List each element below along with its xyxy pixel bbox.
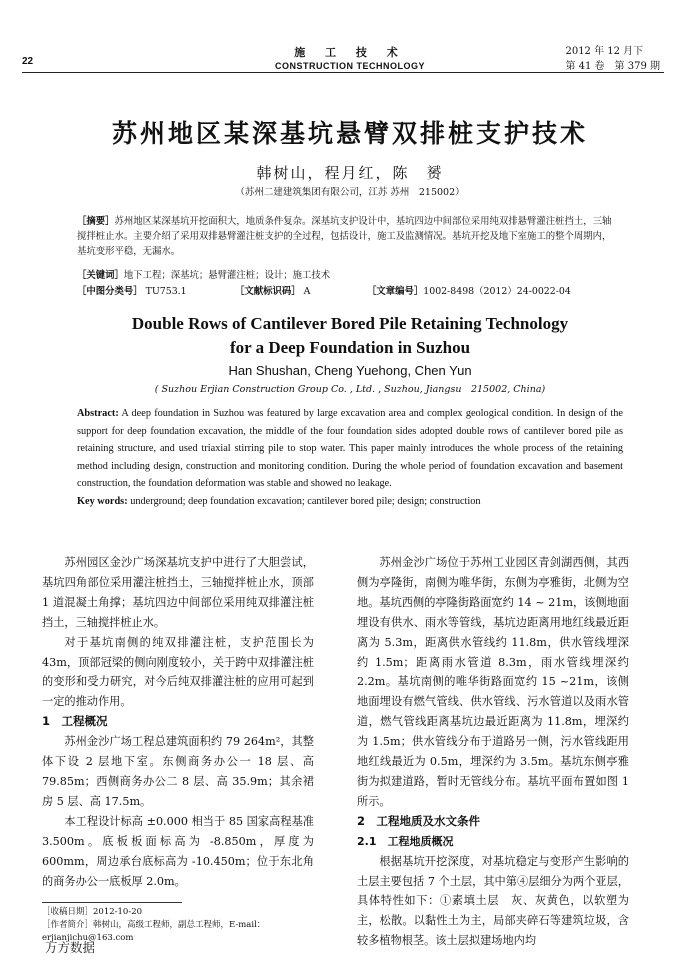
journal-name-en: CONSTRUCTION TECHNOLOGY	[275, 61, 425, 71]
affiliation-en: ( Suzhou Erjian Construction Group Co. , Ltd. , Suzhou, Jiangsu 215002, China)	[154, 384, 546, 395]
article-number-label: ［文章编号］	[367, 286, 424, 297]
paragraph: 苏州金沙广场位于苏州工业园区青剑湖西侧，其西侧为亭隆街，南侧为唯华街，东侧为亭雅街，北侧为空地。基坑西侧的亭隆街路面宽约 14 ~ 21m，该侧地面埋设有供水、雨水等管线，基坑边距离用地红线最近距离为 5.3m，距离供水管线约 11.8m，供水管线埋深约 1.5m；距离雨水管道 8.3m，雨水管线埋深约 2.2m。基坑南侧的唯华街路面宽约 15 ~21m，该侧地面埋设有燃气管线、供水管线、污水管道以及雨水管道，燃气管线距离基坑边最近距离为 11.8m，埋深约为 1.5m；供水管线分布于道路另一侧，污水管线距用地红线最近为 0.5m，埋深约为 3.5m。基坑东侧亭雅街为拟建道路，暂时无管线分布。基坑平面布置如图 1 所示。	[357, 556, 629, 808]
affiliation-cn: （苏州二建建筑集团有限公司，江苏 苏州 215002）	[235, 187, 465, 198]
title-en	[0, 312, 700, 360]
paragraph: 苏州园区金沙广场深基坑支护中进行了大胆尝试，基坑四角部位采用灌注桩挡土，三轴搅拌桩止水，顶部 1 道混凝土角撑；基坑四边中间部位采用纯双排灌注桩挡土，三轴搅拌桩止水。	[42, 556, 314, 629]
clc-value: TU753.1	[145, 286, 187, 297]
section-heading-2: 2 工程地质及水文条件	[357, 813, 481, 828]
authors-en: Han Shushan, Cheng Yuehong, Chen Yun	[228, 363, 472, 378]
body-left-column	[42, 553, 314, 891]
journal-name-cn: 施 工 技 术	[294, 46, 406, 59]
subsection-heading-2-1: 2.1 工程地质概况	[357, 834, 454, 848]
abstract-cn	[77, 214, 617, 259]
volume-issue: 第 41 卷 第 379 期	[565, 61, 660, 72]
title-en-line1: Double Rows of Cantilever Bored Pile Retaining Technology	[131, 314, 569, 333]
abstract-en-text: A deep foundation in Suzhou was featured by large excavation area and complex geological condition. In design of the support for deep foundation excavation, the middle of the four foundation sides adopted double rows of cantilever bored pile as retaining structure, and used triaxial stirring pile to stop water. This paper mainly introduces the whole process of the retaining method including design, construction and monitoring condition. During the whole period of foundation excavation and basement construction, the foundation deformation was stable and showed no leakage.	[77, 408, 623, 490]
watermark: 万方数据	[45, 940, 96, 955]
header-rule	[22, 72, 664, 73]
keywords-en-label: Key words:	[77, 495, 128, 507]
received-date: ［收稿日期］2012-10-20	[42, 907, 143, 917]
doc-code-value: A	[303, 286, 311, 297]
keywords-cn-text: 地下工程；深基坑；悬臂灌注桩；设计；施工技术	[123, 270, 331, 281]
clc-label: ［中图分类号］	[77, 286, 143, 297]
body-right-column	[357, 553, 629, 951]
paragraph: 本工程设计标高 ±0.000 相当于 85 国家高程基准 3.500m。底板板面标高为 -8.850m，厚度为 600mm，周边承台底标高为 -10.450m；位于东北角的商务办公一底板厚 2.0m。	[42, 814, 314, 888]
doc-code-label: ［文献标识码］	[235, 286, 301, 297]
issue-info	[565, 44, 660, 74]
paragraph: 对于基坑南侧的纯双排灌注桩，支护范围长为 43m，顶部冠梁的侧向刚度较小，关于跨中双排灌注桩的变形和受力研究，对今后纯双排灌注桩的应用可起到一定的推动作用。	[42, 635, 314, 709]
section-heading-1: 1 工程概况	[42, 714, 108, 729]
paragraph: 根据基坑开挖深度，对基坑稳定与变形产生影响的土层主要包括 7 个土层，其中第④层细分为两个亚层，具体特性如下：①素填土层 灰、灰黄色，以软塑为主，松散。以黏性土为主，局部夹碎石等建筑垃圾，含较多植物根茎。该土层拟建场地内均	[357, 854, 629, 948]
title-cn: 苏州地区某深基坑悬臂双排桩支护技术	[111, 119, 588, 148]
issue-date: 2012 年 12 月下	[565, 46, 644, 57]
abstract-cn-text: 苏州地区某深基坑开挖面积大，地质条件复杂。深基坑支护设计中，基坑四边中间部位采用纯双排悬臂灌注桩挡土，三轴搅拌桩止水。主要介绍了采用双排悬臂灌注桩支护的全过程，包括设计，施工及监测情况。基坑开挖及地下室施工的整个周期内，基坑变形平稳，无漏水。	[77, 216, 612, 257]
keywords-en-text: underground; deep foundation excavation; cantilever bored pile; design; construction	[130, 495, 481, 507]
classification-row	[77, 283, 637, 297]
keywords-cn-label: ［关键词］	[77, 270, 124, 281]
paragraph: 苏州金沙广场工程总建筑面积约 79 264m²，其整体下设 2 层地下室。东侧商务办公一 18 层、高 79.85m；西侧商务办公二 8 层、高 35.9m；其余裙房 5 层、高 17.5m。	[42, 735, 314, 808]
abstract-en	[77, 405, 623, 511]
authors-cn: 韩树山，程月红，陈 赟	[256, 164, 444, 182]
page-number: 22	[22, 56, 34, 67]
article-number-value: 1002-8498（2012）24-0022-04	[423, 286, 571, 297]
abstract-cn-label: ［摘要］	[77, 216, 115, 227]
title-en-line2: for a Deep Foundation in Suzhou	[229, 338, 471, 357]
abstract-en-label: Abstract:	[77, 408, 119, 419]
footnote-rule	[42, 902, 182, 903]
author-bio: ［作者简介］韩树山，高级工程师，副总工程师，E-mail：erjianjichu@163.com	[42, 920, 266, 943]
